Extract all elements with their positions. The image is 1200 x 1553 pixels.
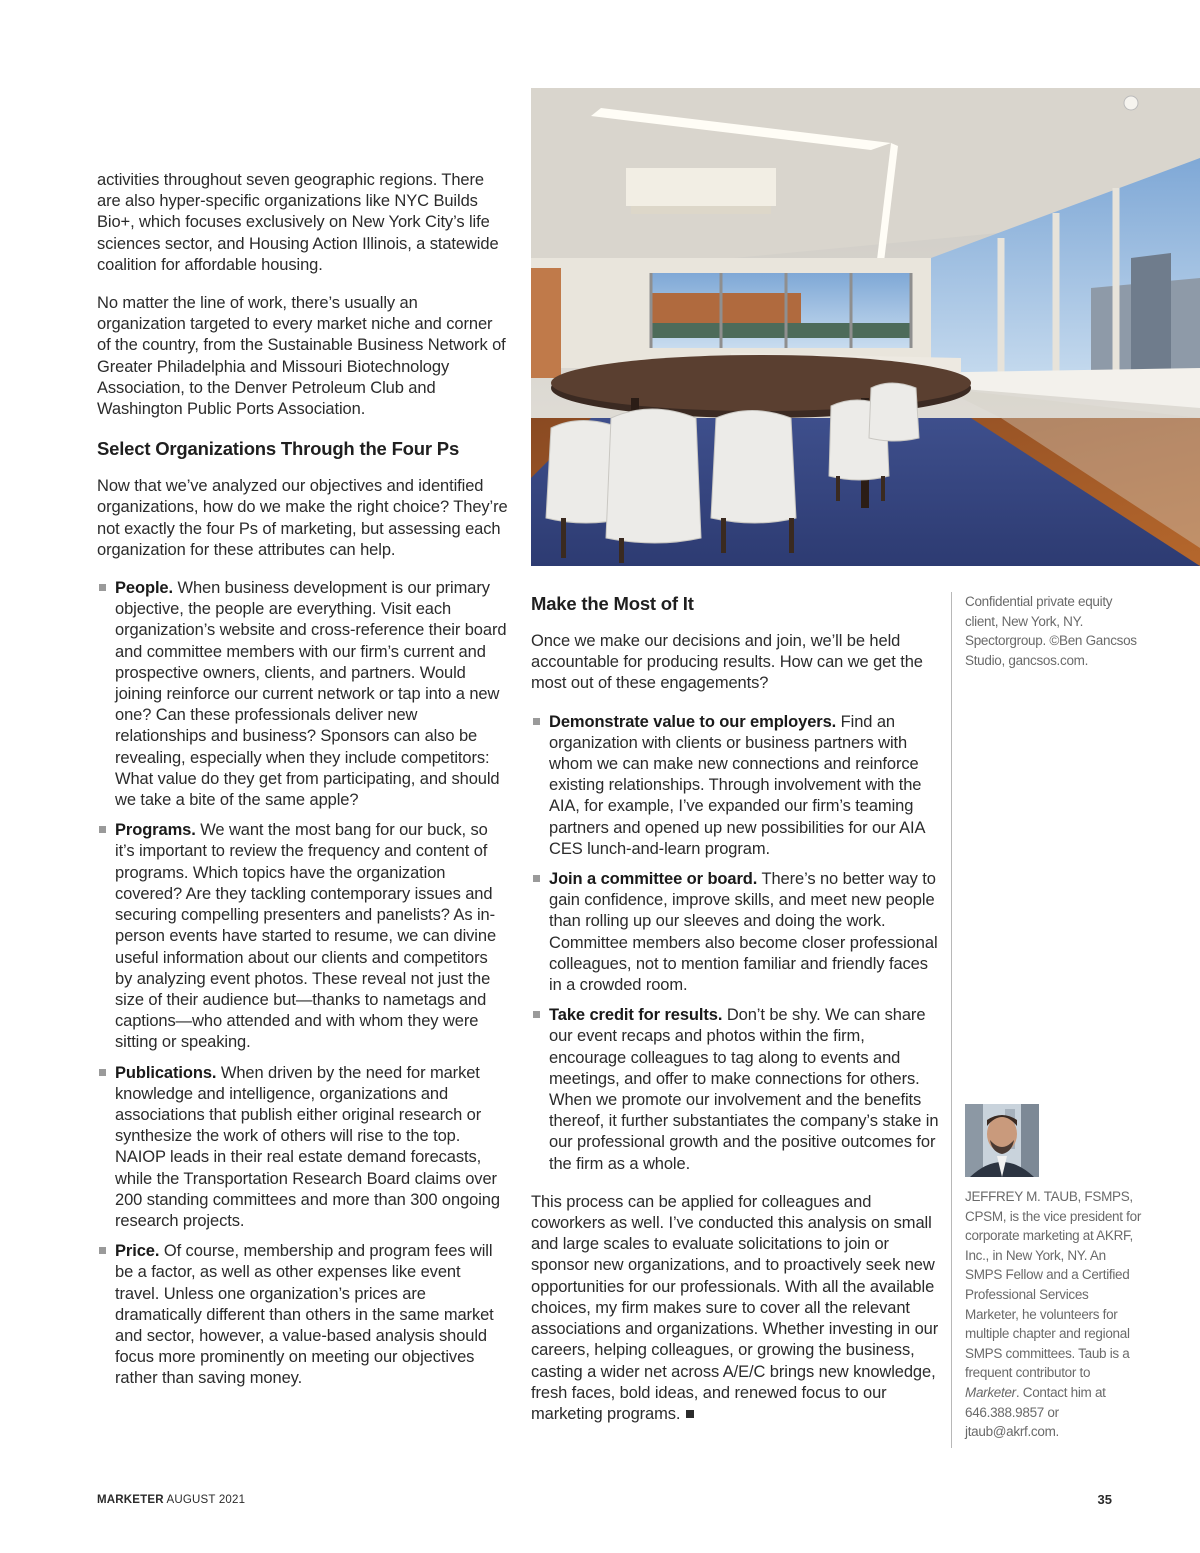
list-item-join-committee <box>531 869 939 996</box>
conference-room-photo <box>531 88 1200 566</box>
end-mark-icon <box>686 1410 694 1418</box>
list-item-people <box>97 578 509 811</box>
list-item-price <box>97 1241 509 1389</box>
section-heading-make-the-most: Make the Most of It <box>531 593 694 614</box>
list-item-publications <box>97 1063 509 1233</box>
bullet-square-icon <box>533 875 540 882</box>
bullet-square-icon <box>99 584 106 591</box>
photo-caption: Confidential private equity client, New York, NY. Spectorgroup. ©Ben Gancsos Studio, gancsos.com. <box>965 594 1137 668</box>
bullet-text: Find an organization with clients or business partners with whom we can make new connections and reinforce existing relationships. Through involvement with the AIA, for example, I’ve expanded our firm’s teaming partners and opened up new possibilities for our AIA CES lunch-and-learn program. <box>549 712 925 858</box>
intro-paragraph-2: No matter the line of work, there’s usually an organization targeted to every market niche and corner of the country, from the Sustainable Business Network of Greater Philadelphia and Missouri Biotechnology Association, to the Denver Petroleum Club and Washington Public Ports Association. <box>97 294 506 419</box>
bullet-square-icon <box>99 1247 106 1254</box>
make-most-list <box>531 712 939 1175</box>
page-number: 35 <box>1097 1492 1112 1507</box>
bullet-square-icon <box>533 1011 540 1018</box>
bullet-text: When driven by the need for market knowledge and intelligence, organizations and associations that publish either original research or synthesize the work of others will rise to the top. NAIOP leads in their real estate demand forecasts, while the Transportation Research Board claims over 200 standing committees and more than 300 ongoing research projects. <box>115 1063 500 1230</box>
bullet-term: Programs. <box>115 821 196 840</box>
bullet-term: Demonstrate value to our employers. <box>549 712 837 731</box>
section-heading-four-ps: Select Organizations Through the Four Ps <box>97 438 460 460</box>
left-column <box>97 170 509 1407</box>
sidebar-divider <box>951 592 952 1448</box>
bullet-text: Don’t be shy. We can share our event recaps and photos within the firm, encourage colleagues to tag along to events and meetings, and offer to make connections for others. When we promote our involvement and the benefits thereof, it further substantiates the company’s stake in our professional growth and the positive outcomes for the firm as a whole. <box>549 1006 939 1173</box>
four-ps-lead-paragraph: Now that we’ve analyzed our objectives and identified organizations, how do we make the right choice? They’re not exactly the four Ps of marketing, but assessing each organization for these attributes can help. <box>97 477 508 559</box>
footer-folio <box>97 1494 245 1506</box>
bullet-term: Join a committee or board. <box>549 870 758 889</box>
author-bio-contact: . Contact him at 646.388.9857 or jtaub@akrf.com. <box>965 1384 1106 1440</box>
bullet-text: Of course, membership and program fees will be a factor, as well as other expenses like event travel. Unless one organization’s prices are dramatically different than others in the same market and sector, however, a value-based analysis should focus more prominently on meeting our objectives rather than saving money. <box>115 1242 494 1388</box>
bullet-text: We want the most bang for our buck, so it’s important to review the frequency and content of programs. Which topics have the organization covered? Are they tackling contemporary issues and securing compelling presenters and panelists? As in-person events have started to resume, we can divine useful information about our clients and competitors by analyzing event photos. These reveal not just the size of their audience but—thanks to nametags and captions—who attended and with whom they were sitting or speaking. <box>115 821 497 1052</box>
issue-date: AUGUST 2021 <box>163 1494 246 1506</box>
four-ps-list <box>97 578 509 1390</box>
publication-name: Marketer <box>965 1384 1016 1400</box>
bullet-term: Take credit for results. <box>549 1006 723 1025</box>
bullet-text: There’s no better way to gain confidence, improve skills, and meet new people than rolling up our sleeves and doing the work. Committee members also become closer professional colleagues, not to mention familiar and friendly faces in a crowded room. <box>549 870 938 995</box>
middle-column <box>531 592 939 1442</box>
bullet-term: Publications. <box>115 1063 217 1082</box>
author-bio-text: JEFFREY M. TAUB, FSMPS, CPSM, is the vice president for corporate marketing at AKRF, Inc., in New York, NY. An SMPS Fellow and a Certified Professional Services Marketer, he volunteers for multiple chapter and regional SMPS committees. Taub is a frequent contributor to <box>965 1189 1142 1381</box>
author-headshot <box>965 1104 1039 1177</box>
make-most-lead-paragraph: Once we make our decisions and join, we’ll be held accountable for producing results. How can we get the most out of these engagements? <box>531 632 923 693</box>
list-item-programs <box>97 820 509 1053</box>
bullet-square-icon <box>99 826 106 833</box>
closing-paragraph <box>531 1192 939 1425</box>
list-item-take-credit <box>531 1005 939 1175</box>
bullet-term: Price. <box>115 1242 160 1261</box>
magazine-name: MARKETER <box>97 1494 164 1506</box>
intro-paragraph-1: activities throughout seven geographic regions. There are also hyper-specific organizations like NYC Builds Bio+, which focuses exclusively on New York City’s life sciences sector, and Housing Action Illinois, a statewide coalition for affordable housing. <box>97 171 499 274</box>
closing-paragraph-text: This process can be applied for colleagues and coworkers as well. I’ve conducted this analysis on small and large scales to evaluate solicitations to join or sponsor new organizations, and to proactively seek new opportunities for our professionals. With all the available choices, my firm makes sure to cover all the relevant associations and organizations. Whether investing in our careers, helping colleagues, or growing the business, casting a wider net across A/E/C brings new knowledge, fresh faces, bold ideas, and renewed focus to our marketing programs. <box>531 1192 939 1423</box>
bullet-square-icon <box>533 718 540 725</box>
list-item-demonstrate-value <box>531 712 939 860</box>
author-bio <box>965 1187 1145 1442</box>
bullet-term: People. <box>115 579 173 598</box>
bullet-square-icon <box>99 1069 106 1076</box>
bullet-text: When business development is our primary objective, the people are everything. Visit each organization’s website and cross-reference their board and committee members with our firm’s current and prospective owners, clients, and partners. Would joining reinforce our current network or tap into a new one? Can these professionals deliver new relationships and business? Sponsors can also be revealing, especially when they include competitors: What value do they get from participating, and should we take a bite of the same apple? <box>115 579 507 810</box>
